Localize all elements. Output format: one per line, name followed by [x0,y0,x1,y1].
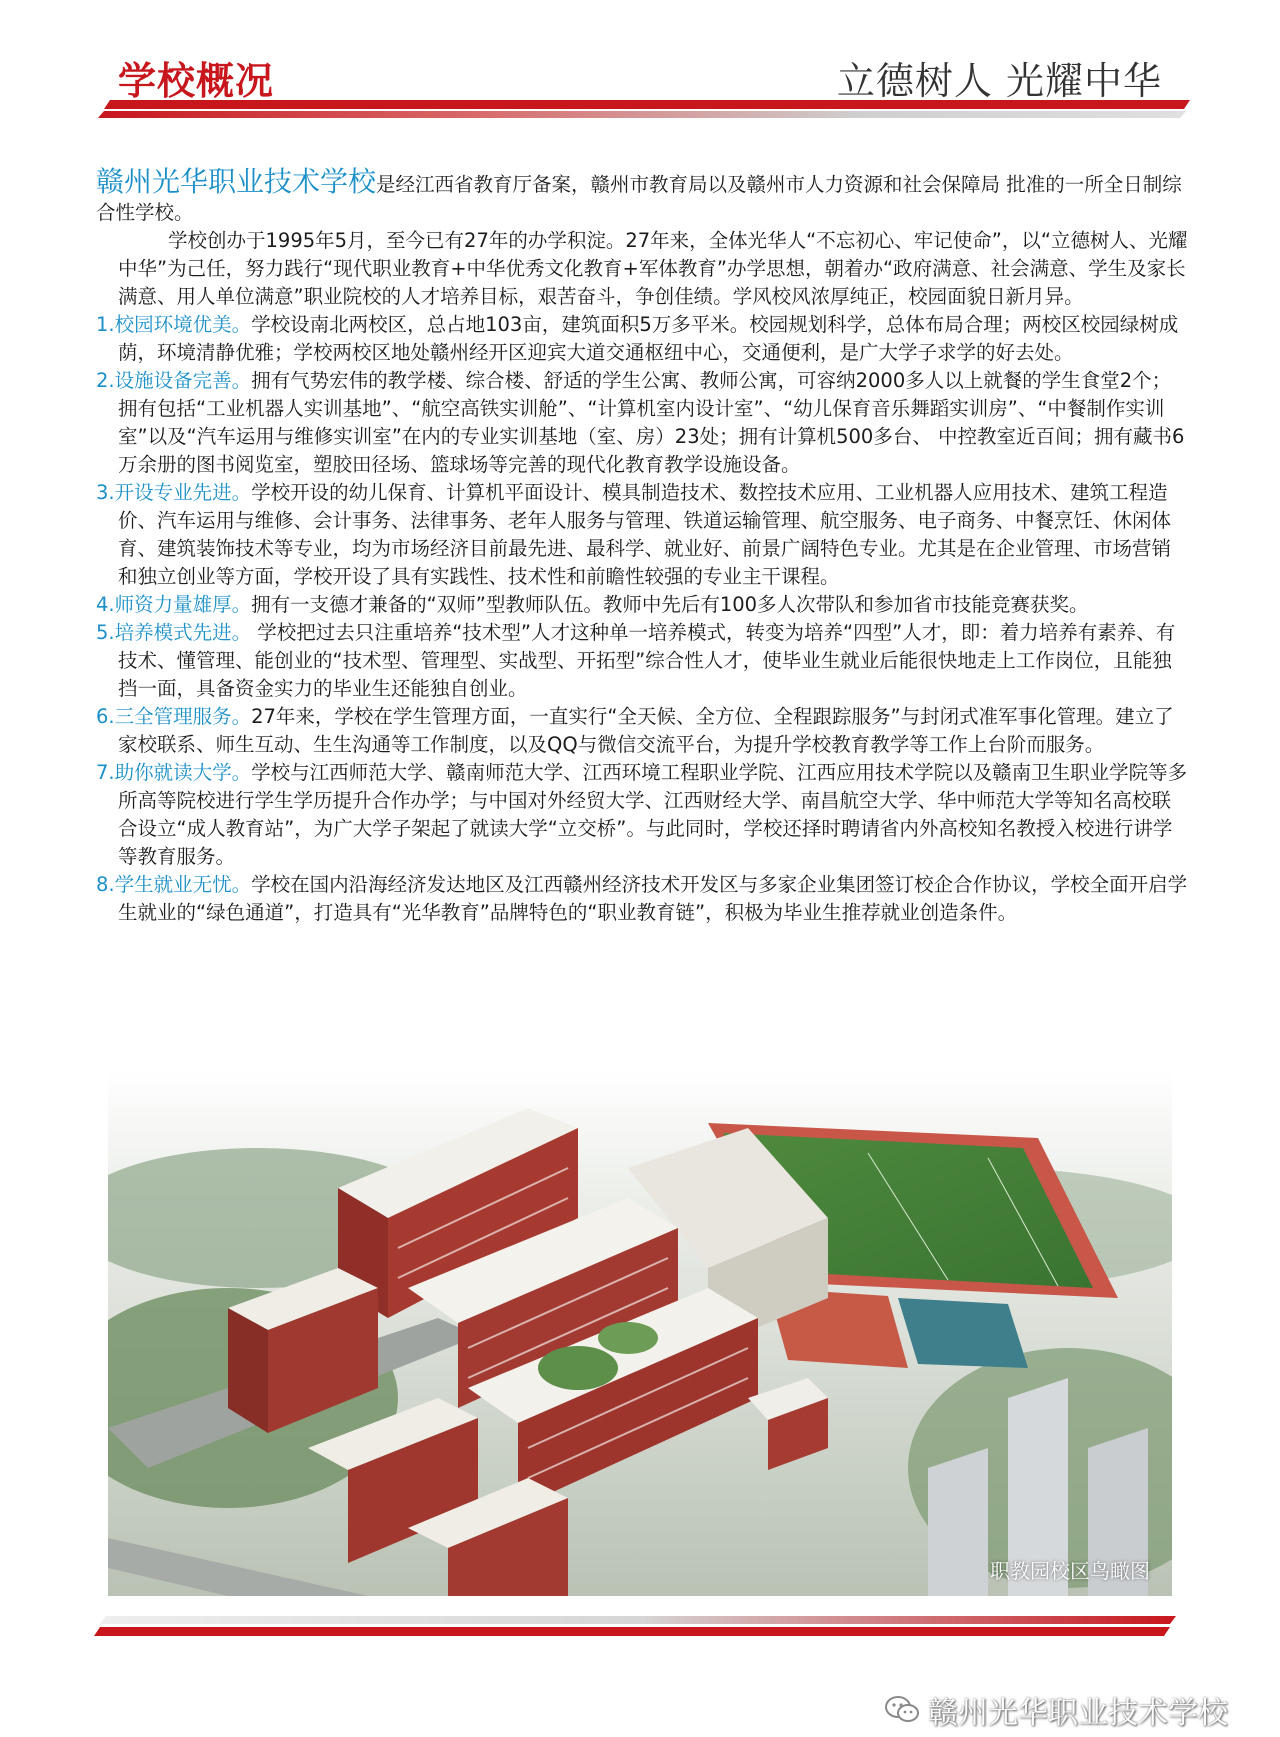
section-heading: 1.校园环境优美。 [96,313,252,336]
campus-aerial-photo [108,1068,1172,1596]
section-text: 学校与江西师范大学、赣南师范大学、江西环境工程职业学院、江西应用技术学院以及赣南卫生职业学院等多所高等院校进行学生学历提升合作办学；与中国对外经贸大学、江西财经大学、南昌航空大学、华中师范大学等知名高校联合设立“成人教育站”，为广大学子架起了就读大学“立交桥”。与此同时，学校还择时聘请省内外高校知名教授入校进行讲学等教育服务。 [118,761,1188,868]
page-header [0,0,1280,130]
section-text: 拥有气势宏伟的教学楼、综合楼、舒适的学生公寓、教师公寓，可容纳2000多人以上就餐的学生食堂2个；拥有包括“工业机器人实训基地”、“航空高铁实训舱”、“计算机室内设计室”、“幼儿保育音乐舞蹈实训房”、“中餐制作实训室”以及“汽车运用与维修实训室”在内的专业实训基地（室、房）23处；拥有计算机500多台、 中控教室近百间；拥有藏书6万余册的图书阅览室，塑胶田径场、篮球场等完善的现代化教育教学设施设备。 [118,369,1185,476]
section-text: 学校把过去只注重培养“技术型”人才这种单一培养模式，转变为培养“四型”人才，即：着力培养有素养、有技术、懂管理、能创业的“技术型、管理型、实战型、开拓型”综合性人才，使毕业生就业后能很快地走上工作岗位，且能独挡一面，具备资金实力的毕业生还能独自创业。 [118,621,1176,700]
motto: 立德树人 光耀中华 [836,59,1162,103]
section-heading: 5.培养模式先进。 [96,621,252,644]
section-majors [96,479,1188,591]
section-heading: 4.师资力量雄厚。 [96,593,252,616]
section-university [96,759,1188,871]
page-footer [0,1610,1280,1737]
section-management [96,703,1188,759]
section-employment [96,871,1188,927]
section-text: 学校设南北两校区，总占地103亩，建筑面积5万多平米。校园规划科学，总体布局合理；两校区校园绿树成荫，环境清静优雅；学校两校区地处赣州经开区迎宾大道交通枢纽中心，交通便利，是广大学子求学的好去处。 [118,313,1179,364]
section-facilities [96,367,1188,479]
section-text: 学校在国内沿海经济发达地区及江西赣州经济技术开发区与多家企业集团签订校企合作协议，学校全面开启学生就业的“绿色通道”，打造具有“光华教育”品牌特色的“职业教育链”，积极为毕业生推荐就业创造条件。 [118,873,1188,924]
section-text: 拥有一支德才兼备的“双师”型教师队伍。教师中先后有100多人次带队和参加省市技能竞赛获奖。 [251,593,1089,616]
section-faculty [96,591,1188,619]
campus-illustration [108,1068,1172,1596]
intro-text: 是经江西省教育厅备案，赣州市教育局以及赣州市人力资源和社会保障局 批准的一所全日制综合性学校。 [96,173,1182,224]
section-heading: 2.设施设备完善。 [96,369,252,392]
school-name: 赣州光华职业技术学校 [96,165,377,198]
brand-name: 赣州光华职业技术学校 [928,1696,1228,1731]
section-heading: 3.开设专业先进。 [96,481,252,504]
section-heading: 7.助你就读大学。 [96,761,252,784]
footer-brand [884,1688,1228,1732]
wechat-icon [884,1695,920,1725]
section-training-model [96,619,1188,703]
history-paragraph: 学校创办于1995年5月，至今已有27年的办学积淀。27年来，全体光华人“不忘初心、牢记使命”，以“立德树人、光耀中华”为己任，努力践行“现代职业教育+中华优秀文化教育+军体教育”办学思想，朝着办“政府满意、社会满意、学生及家长满意、用人单位满意”职业院校的人才培养目标，艰苦奋斗，争创佳绩。学风校风浓厚纯正，校园面貌日新月异。 [118,229,1188,308]
intro-paragraph [96,165,1188,227]
article-body [96,165,1188,927]
section-heading: 8.学生就业无忧。 [96,873,252,896]
section-text: 27年来，学校在学生管理方面，一直实行“全天候、全方位、全程跟踪服务”与封闭式准军事化管理。建立了家校联系、师生互动、生生沟通等工作制度，以及QQ与微信交流平台，为提升学校教育教学等工作上台阶而服务。 [118,705,1174,756]
photo-caption: 职教园校区鸟瞰图 [990,1559,1150,1583]
section-environment [96,311,1188,367]
section-heading: 6.三全管理服务。 [96,705,252,728]
section-title: 学校概况 [118,59,275,103]
section-text: 学校开设的幼儿保育、计算机平面设计、模具制造技术、数控技术应用、工业机器人应用技术、建筑工程造价、汽车运用与维修、会计事务、法律事务、老年人服务与管理、铁道运输管理、航空服务、电子商务、中餐烹饪、休闲体育、建筑装饰技术等专业，均为市场经济目前最先进、最科学、就业好、前景广阔特色专业。尤其是在企业管理、市场营销和独立创业等方面，学校开设了具有实践性、技术性和前瞻性较强的专业主干课程。 [118,481,1172,588]
